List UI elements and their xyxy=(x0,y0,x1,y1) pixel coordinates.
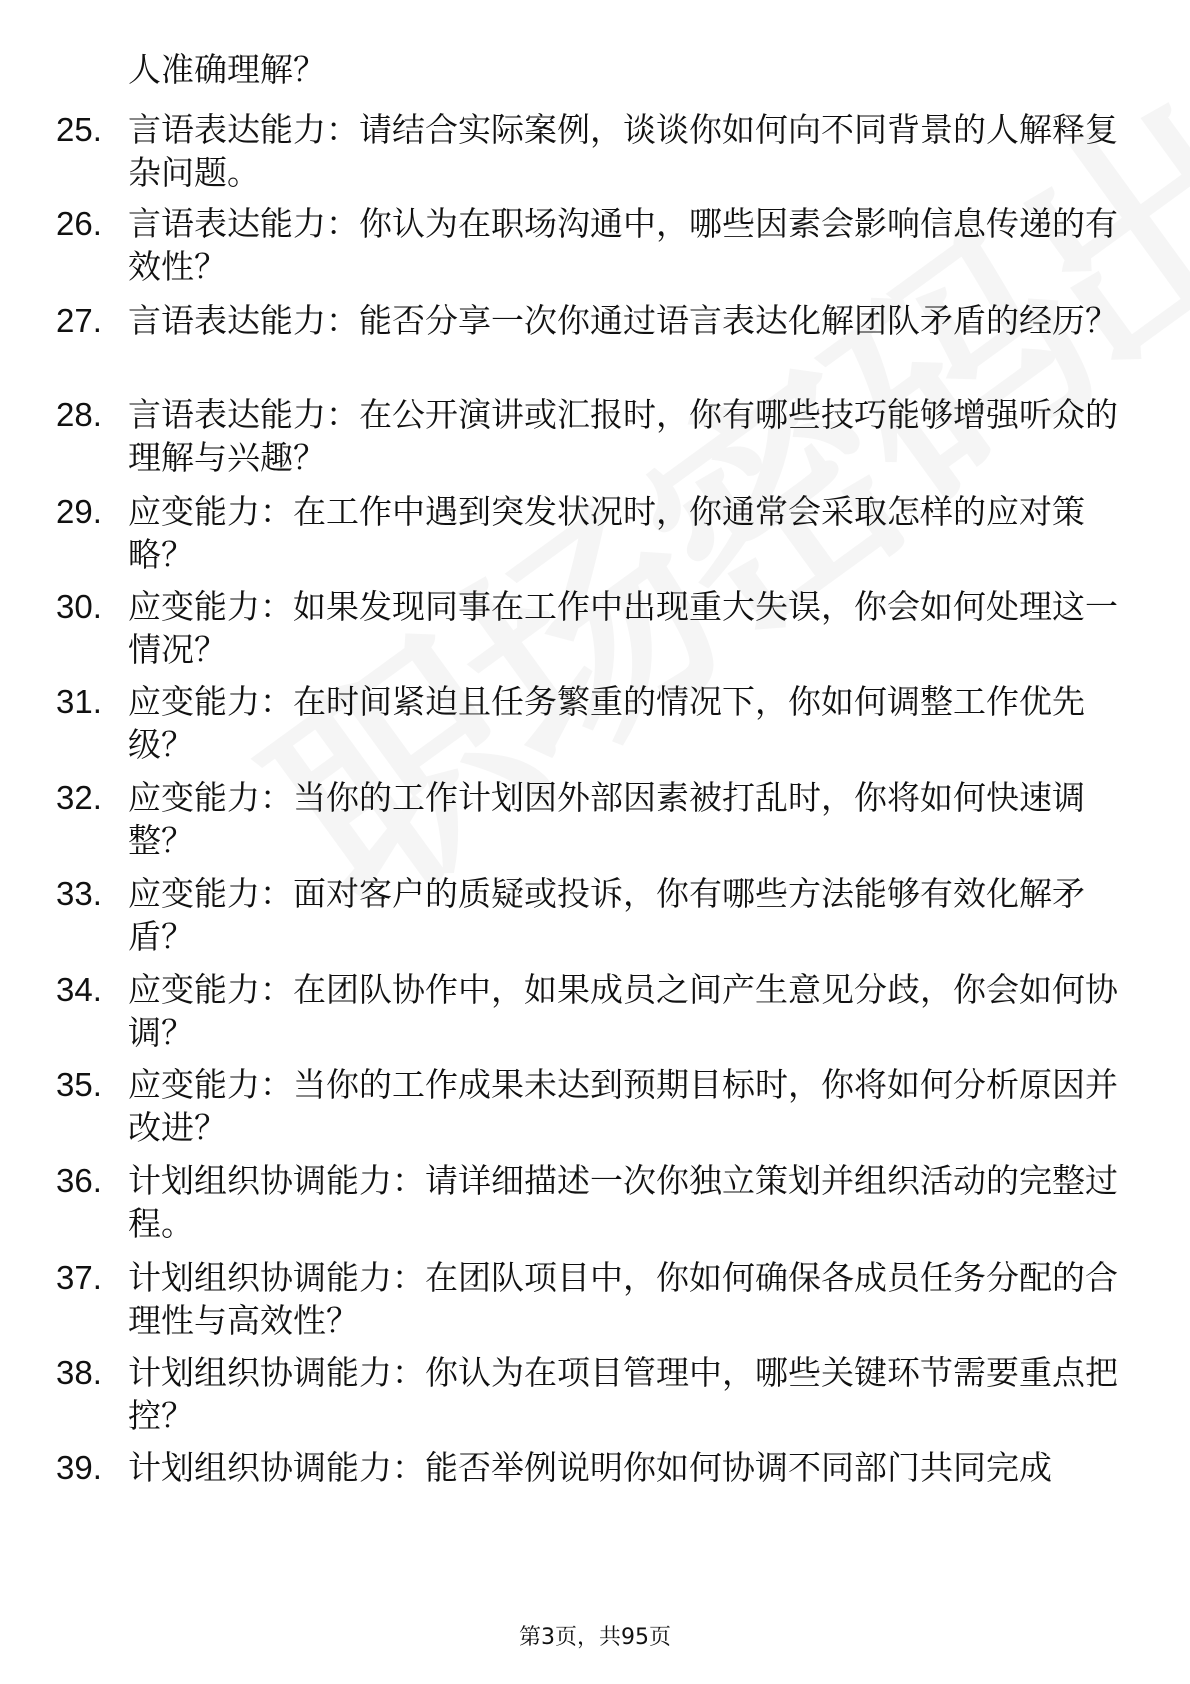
question-number: 28. xyxy=(56,396,102,433)
question-text: 应变能力：在时间紧迫且任务繁重的情况下，你如何调整工作优先级？ xyxy=(128,682,1085,764)
question-text: 言语表达能力：你认为在职场沟通中，哪些因素会影响信息传递的有效性？ xyxy=(128,204,1118,286)
continuation-line: 人准确理解？ xyxy=(128,50,326,89)
question-number: 38. xyxy=(56,1354,102,1391)
question-number: 29. xyxy=(56,493,102,530)
question-number: 33. xyxy=(56,875,102,912)
question-text: 应变能力：当你的工作计划因外部因素被打乱时，你将如何快速调整？ xyxy=(128,778,1085,860)
question-number: 27. xyxy=(56,302,102,339)
question-text: 应变能力：在工作中遇到突发状况时，你通常会采取怎样的应对策略？ xyxy=(128,492,1085,574)
question-text: 言语表达能力：请结合实际案例，谈谈你如何向不同背景的人解释复杂问题。 xyxy=(128,110,1118,192)
question-number: 30. xyxy=(56,588,102,625)
question-text: 计划组织协调能力：能否举例说明你如何协调不同部门共同完成 xyxy=(128,1448,1052,1487)
question-text: 计划组织协调能力：你认为在项目管理中，哪些关键环节需要重点把控？ xyxy=(128,1353,1118,1435)
question-number: 35. xyxy=(56,1066,102,1103)
question-text: 言语表达能力：在公开演讲或汇报时，你有哪些技巧能够增强听众的理解与兴趣？ xyxy=(128,395,1118,477)
question-number: 25. xyxy=(56,111,102,148)
question-text: 应变能力：如果发现同事在工作中出现重大失误，你会如何处理这一情况？ xyxy=(128,587,1118,669)
question-number: 26. xyxy=(56,205,102,242)
question-text: 计划组织协调能力：请详细描述一次你独立策划并组织活动的完整过程。 xyxy=(128,1161,1118,1243)
question-number: 36. xyxy=(56,1162,102,1199)
question-text: 应变能力：面对客户的质疑或投诉，你有哪些方法能够有效化解矛盾？ xyxy=(128,874,1085,956)
question-text: 计划组织协调能力：在团队项目中，你如何确保各成员任务分配的合理性与高效性？ xyxy=(128,1258,1118,1340)
question-text: 言语表达能力：能否分享一次你通过语言表达化解团队矛盾的经历？ xyxy=(128,301,1118,340)
question-number: 32. xyxy=(56,779,102,816)
question-text: 应变能力：在团队协作中，如果成员之间产生意见分歧，你会如何协调？ xyxy=(128,970,1118,1052)
question-number: 37. xyxy=(56,1259,102,1296)
question-text: 应变能力：当你的工作成果未达到预期目标时，你将如何分析原因并改进？ xyxy=(128,1065,1118,1147)
page-footer: 第3页，共95页 xyxy=(519,1625,671,1650)
question-number: 39. xyxy=(56,1449,102,1486)
question-number: 34. xyxy=(56,971,102,1008)
question-number: 31. xyxy=(56,683,102,720)
